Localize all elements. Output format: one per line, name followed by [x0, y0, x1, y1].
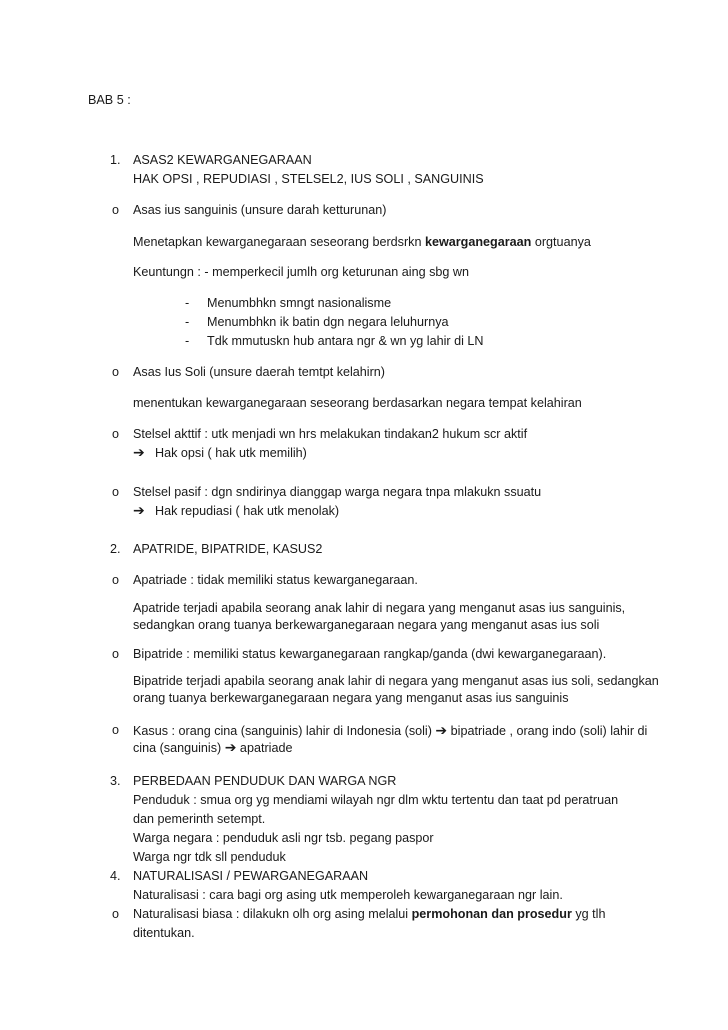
- kasus-line-2: cina (sanguinis) ➔ apatriade: [133, 739, 293, 755]
- warga-negara-line: Warga negara : penduduk asli ngr tsb. pegang paspor: [133, 831, 434, 845]
- bipatride-title: Bipatride : memiliki status kewarganegaraan rangkap/ganda (dwi kewarganegaraan).: [133, 647, 607, 661]
- section-4-title: NATURALISASI / PEWARGANEGARAAN: [133, 869, 369, 883]
- bullet-icon: o: [112, 723, 120, 737]
- naturalisasi-definition: Naturalisasi : cara bagi org asing utk memperoleh kewarganegaraan ngr lain.: [133, 888, 563, 902]
- warga-ngr-line: Warga ngr tdk sll penduduk: [133, 850, 286, 864]
- kasus-line-1: Kasus : orang cina (sanguinis) lahir di Indonesia (soli) ➔ bipatriade , orang indo (soli) lahir di: [133, 722, 648, 738]
- section-number-1: 1.: [110, 153, 121, 167]
- arrow-right-icon: ➔: [224, 739, 237, 755]
- penduduk-line-2: dan pemerinth setempt.: [133, 812, 266, 826]
- naturalisasi-biasa-line-2: ditentukan.: [133, 926, 195, 940]
- dash-marker: -: [185, 296, 190, 310]
- ius-soli-definition: menentukan kewarganegaraan seseorang berdasarkan negara tempat kelahiran: [133, 396, 582, 410]
- bipatride-line-1: Bipatride terjadi apabila seorang anak lahir di negara yang menganut asas ius soli, sedangkan: [133, 674, 659, 688]
- ius-sanguinis-title: Asas ius sanguinis (unsure darah ketturunan): [133, 203, 387, 217]
- ius-soli-title: Asas Ius Soli (unsure daerah temtpt kelahirn): [133, 365, 385, 379]
- section-1-subtitle: HAK OPSI , REPUDIASI , STELSEL2, IUS SOLI , SANGUINIS: [133, 172, 484, 186]
- arrow-right-icon: ➔: [435, 722, 448, 738]
- penduduk-line-1: Penduduk : smua org yg mendiami wilayah ngr dlm wktu tertentu dan taat pd peratruan: [133, 793, 619, 807]
- dash-item: Menumbhkn smngt nasionalisme: [207, 296, 392, 310]
- section-1-title: ASAS2 KEWARGANEGARAAN: [133, 153, 312, 167]
- bullet-icon: o: [112, 485, 120, 499]
- ius-sanguinis-benefits: Keuntungn : - memperkecil jumlh org keturunan aing sbg wn: [133, 265, 470, 279]
- stelsel-pasif-title: Stelsel pasif : dgn sndirinya dianggap warga negara tnpa mlakukn ssuatu: [133, 485, 542, 499]
- naturalisasi-biasa-line-1: Naturalisasi biasa : dilakukn olh org asing melalui permohonan dan prosedur yg tlh: [133, 907, 606, 921]
- bullet-icon: o: [112, 427, 120, 441]
- section-3-title: PERBEDAAN PENDUDUK DAN WARGA NGR: [133, 774, 397, 788]
- apatride-title: Apatriade : tidak memiliki status kewarganegaraan.: [133, 573, 418, 587]
- section-2-title: APATRIDE, BIPATRIDE, KASUS2: [133, 542, 323, 556]
- dash-marker: -: [185, 334, 190, 348]
- hak-repudiasi-text: Hak repudiasi ( hak utk menolak): [155, 504, 340, 518]
- dash-item: Menumbhkn ik batin dgn negara leluhurnya: [207, 315, 449, 329]
- stelsel-aktif-title: Stelsel akttif : utk menjadi wn hrs melakukan tindakan2 hukum scr aktif: [133, 427, 528, 441]
- arrow-right-icon: ➔: [133, 444, 145, 460]
- bullet-icon: o: [112, 907, 120, 921]
- hak-opsi-text: Hak opsi ( hak utk memilih): [155, 446, 307, 460]
- arrow-right-icon: ➔: [133, 502, 145, 518]
- bullet-icon: o: [112, 647, 120, 661]
- apatride-line-1: Apatride terjadi apabila seorang anak lahir di negara yang menganut asas ius sanguinis,: [133, 601, 626, 615]
- bullet-icon: o: [112, 203, 120, 217]
- apatride-line-2: sedangkan orang tuanya berkewarganegaraan negara yang menganut asas ius soli: [133, 618, 600, 632]
- bullet-icon: o: [112, 365, 120, 379]
- section-number-3: 3.: [110, 774, 121, 788]
- bullet-icon: o: [112, 573, 120, 587]
- dash-item: Tdk mmutuskn hub antara ngr & wn yg lahir di LN: [207, 334, 484, 348]
- ius-sanguinis-definition: Menetapkan kewarganegaraan seseorang berdsrkn kewarganegaraan orgtuanya: [133, 235, 591, 249]
- page-heading: BAB 5 :: [88, 93, 131, 107]
- section-number-2: 2.: [110, 542, 121, 556]
- dash-marker: -: [185, 315, 190, 329]
- section-number-4: 4.: [110, 869, 121, 883]
- bipatride-line-2: orang tuanya berkewarganegaraan negara yang menganut asas ius sanguinis: [133, 691, 569, 705]
